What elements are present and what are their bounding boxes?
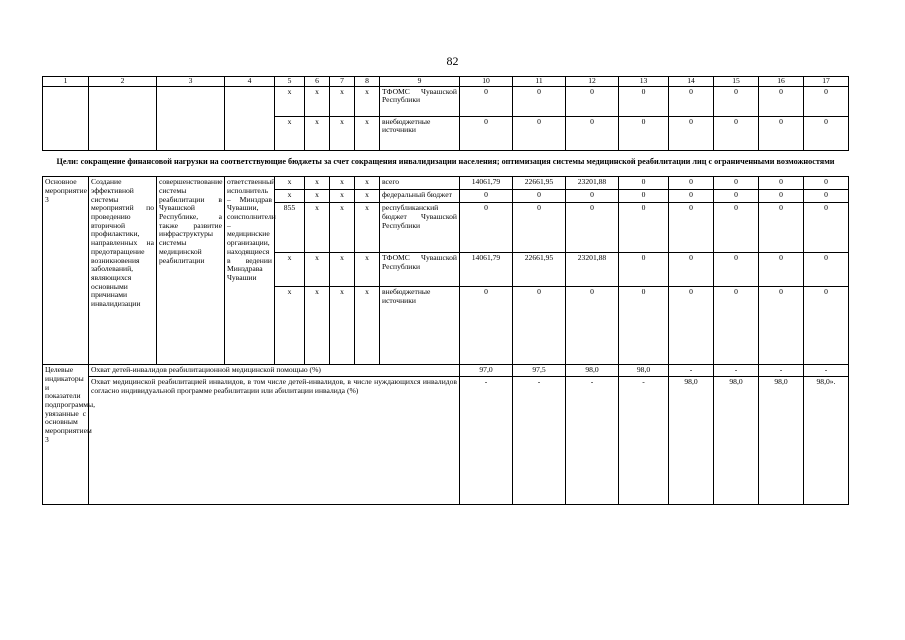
page-number: 82 <box>446 54 459 68</box>
empty-cell <box>225 86 275 116</box>
code-cell: х <box>275 190 305 203</box>
code-cell: х <box>305 190 330 203</box>
indicator-text: Охват детей-инвалидов реабилитационной медицинской помощью (%) <box>89 365 460 377</box>
code-cell: х <box>305 203 330 253</box>
value-cell: 0 <box>714 287 759 365</box>
column-number: 8 <box>355 77 380 87</box>
indicator-value: - <box>714 365 759 377</box>
funding-source: федеральный бюджет <box>380 190 460 203</box>
column-number: 6 <box>305 77 330 87</box>
value-cell: 0 <box>714 203 759 253</box>
value-cell: 0 <box>619 86 669 116</box>
code-cell: х <box>305 86 330 116</box>
code-cell: х <box>275 86 305 116</box>
funding-source: внебюджетные источники <box>380 287 460 365</box>
event-result: совершенствование системы реабилитации в Чувашской Республике, а также развитие инфраструктуры системы медицинской реабилитации <box>157 177 225 365</box>
column-number: 16 <box>759 77 804 87</box>
column-number: 11 <box>513 77 566 87</box>
funding-source: республиканский бюджет Чувашской Республики <box>380 203 460 253</box>
event-description: Создание эффективной системы мероприятий по проведению вторичной профилактики, направленных на предотвращение возникновения заболеваний, являющихся основными причинами инвалидизации <box>89 177 157 365</box>
header-row <box>43 77 849 87</box>
empty-cell <box>157 116 225 150</box>
value-cell: 0 <box>804 177 849 190</box>
value-cell: 0 <box>669 203 714 253</box>
funding-source: внебюджетные источники <box>380 116 460 150</box>
value-cell: 0 <box>619 177 669 190</box>
code-cell: х <box>355 253 380 287</box>
indicator-value: - <box>759 365 804 377</box>
empty-cell <box>89 86 157 116</box>
value-cell: 0 <box>714 86 759 116</box>
value-cell: 0 <box>669 190 714 203</box>
value-cell: 0 <box>804 287 849 365</box>
indicator-value: 98,0 <box>669 377 714 505</box>
indicator-text: Охват медицинской реабилитацией инвалидов, в том числе детей-инвалидов, в числе нуждающихся инвалидов согласно индивидуальной программе реабилитации или абилитации инвалида (%) <box>89 377 460 505</box>
value-cell: 0 <box>804 190 849 203</box>
value-cell: 0 <box>566 86 619 116</box>
column-number: 14 <box>669 77 714 87</box>
column-number: 2 <box>89 77 157 87</box>
value-cell: 0 <box>460 86 513 116</box>
value-cell: 14061,79 <box>460 177 513 190</box>
value-cell: 0 <box>804 203 849 253</box>
event-executor: ответственный исполнитель – Минздрав Чувашии, соисполнители – медицинские организации, находящиеся в ведении Минздрава Чувашии <box>225 177 275 365</box>
value-cell: 0 <box>669 253 714 287</box>
code-cell: х <box>305 116 330 150</box>
code-cell: х <box>355 116 380 150</box>
column-number: 15 <box>714 77 759 87</box>
value-cell: 0 <box>460 287 513 365</box>
table-row <box>43 116 849 150</box>
goal-row <box>43 150 849 176</box>
value-cell: 0 <box>759 287 804 365</box>
code-cell: х <box>275 253 305 287</box>
code-cell: х <box>330 287 355 365</box>
table-row <box>43 177 849 190</box>
value-cell: 0 <box>804 116 849 150</box>
value-cell: 0 <box>714 116 759 150</box>
value-cell: 0 <box>714 253 759 287</box>
code-cell: х <box>355 203 380 253</box>
goal-text: Цели: сокращение финансовой нагрузки на соответствующие бюджеты за счет сокращения инвалидизации населения; оптимизация системы медицинской реабилитации лиц с ограниченными возможностями <box>43 150 849 176</box>
event-name: Основное мероприятие 3 <box>43 177 89 365</box>
value-cell: 0 <box>714 177 759 190</box>
code-cell: х <box>275 116 305 150</box>
value-cell: 0 <box>619 203 669 253</box>
value-cell: 0 <box>714 190 759 203</box>
value-cell: 14061,79 <box>460 253 513 287</box>
code-cell: х <box>330 116 355 150</box>
empty-cell <box>225 116 275 150</box>
value-cell: 0 <box>513 287 566 365</box>
code-cell: х <box>355 86 380 116</box>
value-cell: 0 <box>513 190 566 203</box>
code-cell: х <box>275 177 305 190</box>
column-number: 4 <box>225 77 275 87</box>
indicator-value: 97,0 <box>460 365 513 377</box>
column-number: 12 <box>566 77 619 87</box>
value-cell: 0 <box>669 86 714 116</box>
value-cell: 0 <box>619 116 669 150</box>
indicators-label: Целевые индикаторы и показатели подпрограммы, увязанные с основным мероприятием 3 <box>43 365 89 505</box>
value-cell: 0 <box>759 116 804 150</box>
table-row <box>43 86 849 116</box>
value-cell: 0 <box>619 190 669 203</box>
code-cell: х <box>330 203 355 253</box>
value-cell: 23201,88 <box>566 253 619 287</box>
code-cell: х <box>330 253 355 287</box>
empty-cell <box>43 116 89 150</box>
empty-cell <box>157 86 225 116</box>
indicator-value: - <box>460 377 513 505</box>
indicator-value: - <box>669 365 714 377</box>
value-cell: 0 <box>566 287 619 365</box>
value-cell: 0 <box>566 203 619 253</box>
empty-cell <box>43 86 89 116</box>
indicator-value: 98,0 <box>714 377 759 505</box>
code-cell: х <box>355 177 380 190</box>
value-cell: 0 <box>669 287 714 365</box>
indicator-value: - <box>619 377 669 505</box>
indicator-value: 97,5 <box>513 365 566 377</box>
code-cell: х <box>330 177 355 190</box>
column-number: 7 <box>330 77 355 87</box>
value-cell: 0 <box>804 86 849 116</box>
indicator-value: 98,0 <box>619 365 669 377</box>
column-number: 13 <box>619 77 669 87</box>
code-cell: х <box>355 190 380 203</box>
column-number: 10 <box>460 77 513 87</box>
value-cell: 23201,88 <box>566 177 619 190</box>
indicator-value: - <box>513 377 566 505</box>
program-table <box>42 76 849 505</box>
code-cell: х <box>305 287 330 365</box>
code-cell: х <box>275 287 305 365</box>
value-cell: 0 <box>804 253 849 287</box>
value-cell: 0 <box>669 116 714 150</box>
value-cell: 0 <box>619 253 669 287</box>
value-cell: 0 <box>619 287 669 365</box>
code-cell: х <box>305 177 330 190</box>
empty-cell <box>89 116 157 150</box>
value-cell: 0 <box>669 177 714 190</box>
indicator-value: 98,0 <box>566 365 619 377</box>
value-cell: 0 <box>460 116 513 150</box>
value-cell: 0 <box>513 203 566 253</box>
value-cell: 0 <box>513 86 566 116</box>
value-cell: 0 <box>566 190 619 203</box>
column-number: 5 <box>275 77 305 87</box>
funding-source: ТФОМС Чувашской Республики <box>380 253 460 287</box>
code-cell: 855 <box>275 203 305 253</box>
value-cell: 0 <box>759 203 804 253</box>
indicator-row <box>43 365 849 377</box>
indicator-row <box>43 377 849 505</box>
value-cell: 0 <box>460 190 513 203</box>
code-cell: х <box>330 190 355 203</box>
funding-source: всего <box>380 177 460 190</box>
code-cell: х <box>330 86 355 116</box>
value-cell: 22661,95 <box>513 253 566 287</box>
indicator-value: - <box>804 365 849 377</box>
code-cell: х <box>355 287 380 365</box>
indicator-value: 98,0 <box>759 377 804 505</box>
value-cell: 22661,95 <box>513 177 566 190</box>
value-cell: 0 <box>513 116 566 150</box>
indicator-value: - <box>566 377 619 505</box>
value-cell: 0 <box>759 177 804 190</box>
funding-source: ТФОМС Чувашской Республики <box>380 86 460 116</box>
code-cell: х <box>305 253 330 287</box>
column-number: 1 <box>43 77 89 87</box>
column-number: 3 <box>157 77 225 87</box>
column-number: 9 <box>380 77 460 87</box>
value-cell: 0 <box>759 190 804 203</box>
value-cell: 0 <box>759 86 804 116</box>
indicator-value: 98,0». <box>804 377 849 505</box>
value-cell: 0 <box>759 253 804 287</box>
value-cell: 0 <box>460 203 513 253</box>
value-cell: 0 <box>566 116 619 150</box>
column-number: 17 <box>804 77 849 87</box>
